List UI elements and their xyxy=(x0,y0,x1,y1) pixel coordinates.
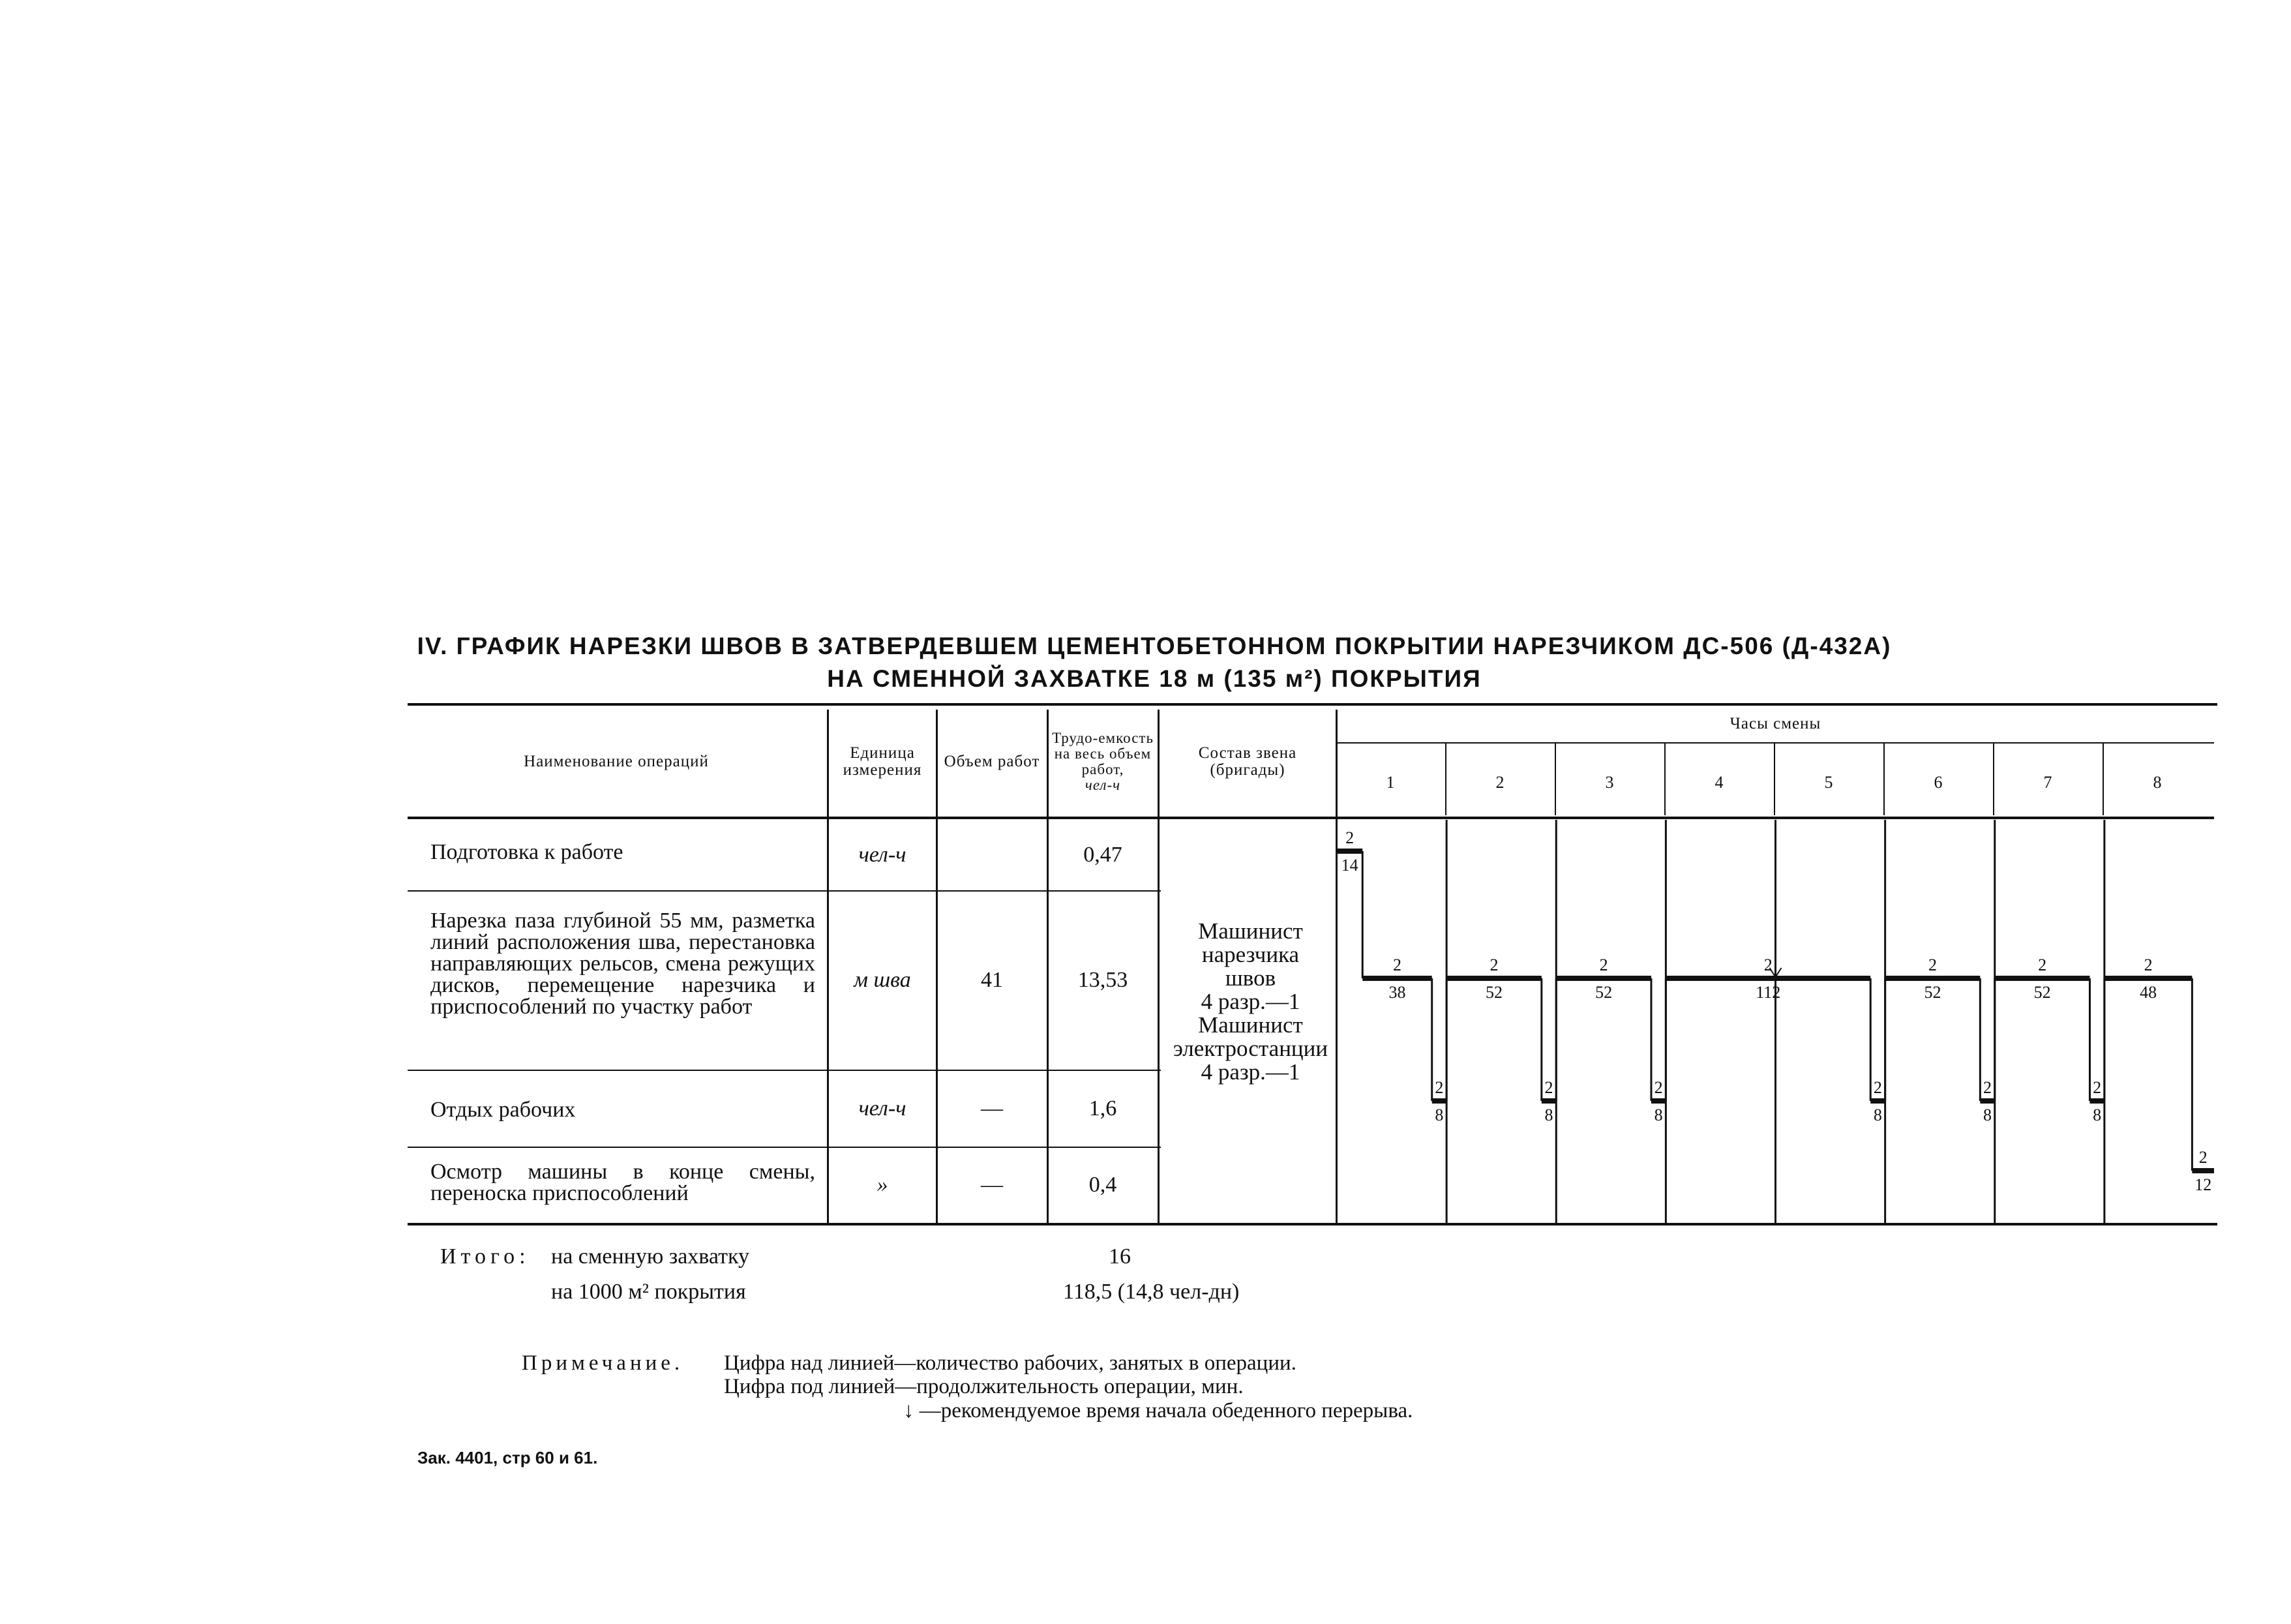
row-labor-inspection: 0,4 xyxy=(1088,1173,1117,1197)
gantt-duration-label: 8 xyxy=(1544,1105,1553,1124)
note-line-2: Цифра под линией—продолжительность операции, мин. xyxy=(724,1375,1244,1398)
gantt-workers-label: 2 xyxy=(2144,955,2153,974)
hour-number: 3 xyxy=(1605,773,1614,792)
totals-per-1000-label: на 1000 м² покрытия xyxy=(551,1280,746,1304)
gantt-workers-label: 2 xyxy=(1654,1078,1663,1097)
row-labor-rest: 1,6 xyxy=(1088,1096,1117,1120)
header-unit: Единица измерения xyxy=(843,744,922,779)
row-unit-cutting: м шва xyxy=(854,968,911,992)
hour-number: 5 xyxy=(1824,773,1833,792)
gantt-duration-label: 112 xyxy=(1756,983,1781,1002)
note-line-1: Цифра над линией—количество рабочих, занятых в операции. xyxy=(724,1351,1296,1375)
row-name-cutting-text: Нарезка паза глубиной 55 мм, разметка линий расположения шва, перестановка направляющих рельсов, смена режущих дисков, перемещение нарезчика и приспособлений по участку работ xyxy=(430,909,815,1019)
gantt-duration-label: 52 xyxy=(2033,983,2051,1002)
hour-number: 8 xyxy=(2153,773,2162,792)
gantt-duration-label: 8 xyxy=(1873,1105,1882,1124)
gantt-duration-label: 8 xyxy=(1983,1105,1992,1124)
hour-number: 2 xyxy=(1495,773,1505,792)
header-labor-unit: чел-ч xyxy=(1085,776,1121,793)
header-operation: Наименование операций xyxy=(524,752,709,770)
gantt-duration-label: 14 xyxy=(1341,856,1358,875)
totals-per-1000-value: 118,5 (14,8 чел-дн) xyxy=(1063,1280,1240,1304)
page-title: IV. ГРАФИК НАРЕЗКИ ШВОВ В ЗАТВЕРДЕВШЕМ ЦЕМЕНТОБЕТОННОМ ПОКРЫТИИ НАРЕЗЧИКОМ ДС-506 (Д-432А) xyxy=(417,633,1892,659)
gantt-duration-label: 52 xyxy=(1924,983,1941,1002)
row-labor-preparation: 0,47 xyxy=(1083,843,1122,867)
row-volume-rest: — xyxy=(981,1096,1003,1120)
row-unit-inspection: » xyxy=(876,1173,888,1197)
crew-line: Машинист xyxy=(1198,918,1303,944)
crew-line: электростанции xyxy=(1173,1036,1328,1061)
gantt-workers-label: 2 xyxy=(1983,1078,1992,1097)
crew-line: швов xyxy=(1225,965,1276,991)
row-name-rest: Отдых рабочих xyxy=(430,1098,576,1122)
gantt-duration-label: 8 xyxy=(1435,1105,1444,1124)
row-volume-cutting: 41 xyxy=(981,968,1003,992)
gantt-workers-label: 2 xyxy=(1873,1078,1882,1097)
gantt-workers-label: 2 xyxy=(1345,828,1355,847)
header-labor-label: Трудо-емкость на весь объем работ, xyxy=(1052,729,1154,777)
totals-per-shift-value: 16 xyxy=(1109,1244,1131,1269)
print-footer: Зак. 4401, стр 60 и 61. xyxy=(417,1448,598,1467)
gantt-workers-label: 2 xyxy=(1490,955,1499,974)
header-hours: Часы смены xyxy=(1729,715,1821,732)
gantt-duration-label: 8 xyxy=(2093,1105,2102,1124)
gantt-workers-label: 2 xyxy=(2038,955,2047,974)
row-name-preparation: Подготовка к работе xyxy=(430,840,623,864)
gantt-workers-label: 2 xyxy=(1392,955,1401,974)
gantt-duration-label: 48 xyxy=(2140,983,2157,1002)
gantt-workers-label: 2 xyxy=(1435,1078,1444,1097)
row-name-inspection-text: Осмотр машины в конце смены, переноска приспособлений xyxy=(430,1160,815,1205)
crew-line: 4 разр.—1 xyxy=(1201,1059,1300,1085)
gantt-workers-label: 2 xyxy=(2198,1148,2208,1167)
note-line-3: ↓ —рекомендуемое время начала обеденного перерыва. xyxy=(903,1399,1413,1422)
gantt-workers-label: 2 xyxy=(1544,1078,1553,1097)
header-crew: Состав звена (бригады) xyxy=(1198,744,1297,779)
note-label: Примечание. xyxy=(522,1351,684,1375)
gantt-workers-label: 2 xyxy=(2093,1078,2102,1097)
crew-line: Машинист xyxy=(1198,1012,1303,1038)
gantt-duration-label: 52 xyxy=(1485,983,1503,1002)
hour-number: 4 xyxy=(1715,773,1724,792)
hour-number: 1 xyxy=(1386,773,1395,792)
crew-line: нарезчика xyxy=(1201,942,1300,967)
gantt-duration-label: 12 xyxy=(2194,1175,2212,1194)
crew-line: 4 разр.—1 xyxy=(1201,989,1300,1014)
header-volume: Объем работ xyxy=(944,752,1040,770)
totals-per-shift-label: на сменную захватку xyxy=(551,1244,750,1269)
gantt-duration-label: 8 xyxy=(1654,1105,1663,1124)
row-unit-preparation: чел-ч xyxy=(858,843,906,867)
row-volume-inspection: — xyxy=(981,1173,1003,1197)
row-unit-rest: чел-ч xyxy=(858,1096,906,1120)
gantt-workers-label: 2 xyxy=(1599,955,1608,974)
hour-number: 6 xyxy=(1934,773,1943,792)
gantt-workers-label: 2 xyxy=(1928,955,1937,974)
page-subtitle: НА СМЕННОЙ ЗАХВАТКЕ 18 м (135 м²) ПОКРЫТИЯ xyxy=(827,665,1482,692)
row-labor-cutting: 13,53 xyxy=(1077,968,1128,992)
hour-number: 7 xyxy=(2043,773,2052,792)
gantt-workers-label: 2 xyxy=(1763,955,1773,974)
gantt-duration-label: 52 xyxy=(1595,983,1613,1002)
totals-label: Итого: xyxy=(440,1244,530,1269)
gantt-duration-label: 38 xyxy=(1388,983,1406,1002)
